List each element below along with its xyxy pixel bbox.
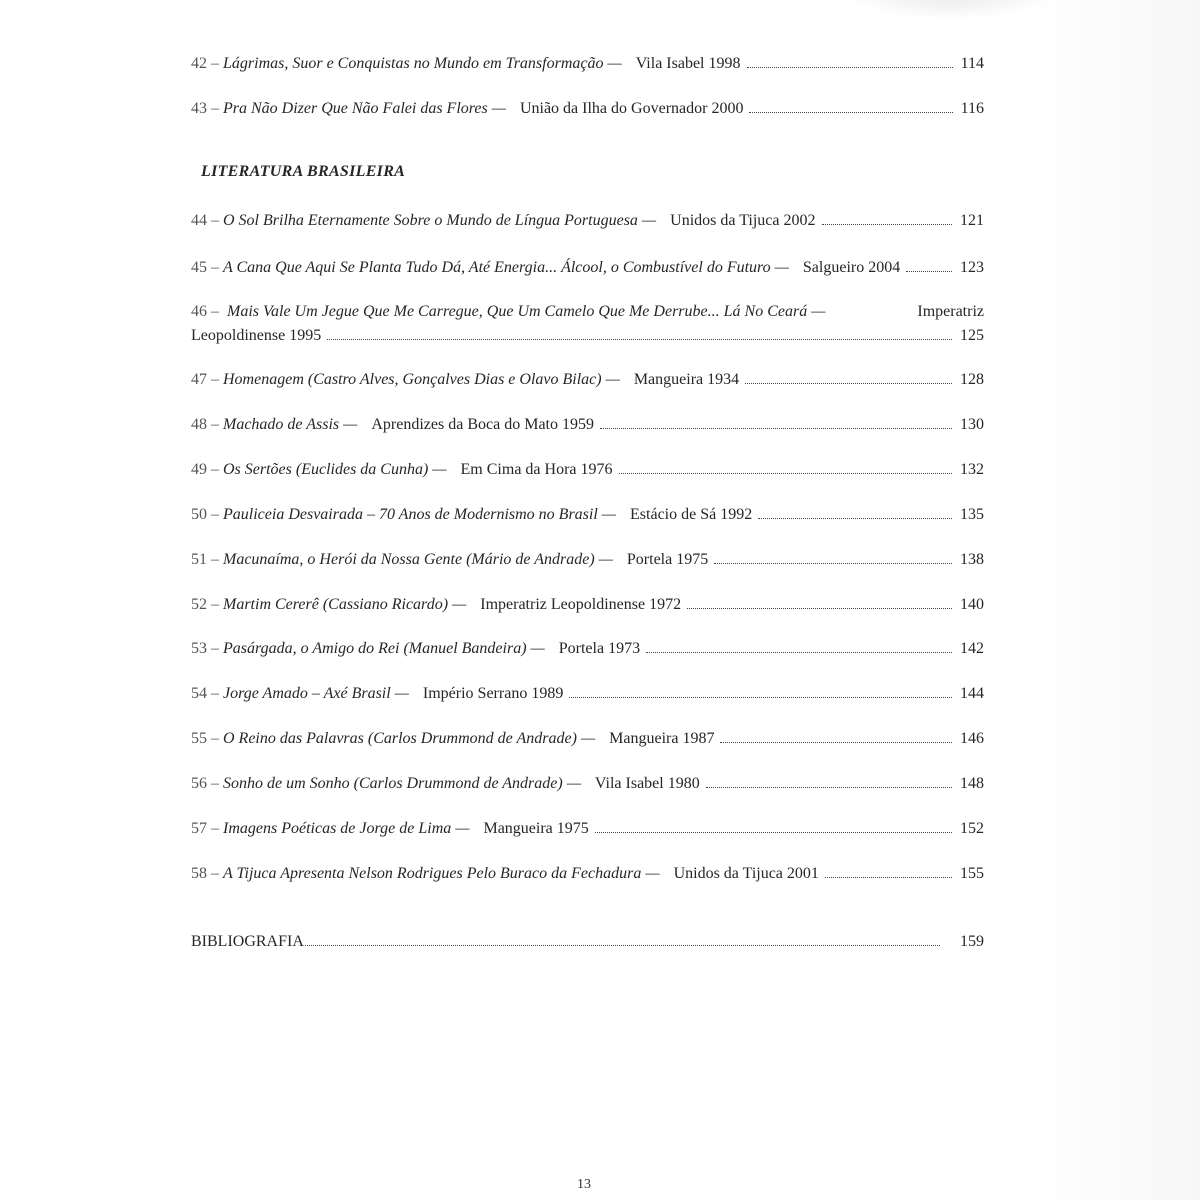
entry-title: A Cana Que Aqui Se Planta Tudo Dá, Até Energia... Álcool, o Combustível do Futuro — [223,259,789,276]
entry-page: 114 [960,55,984,72]
entry-page: 148 [960,775,984,792]
entry-school: Mangueira 1987 [609,730,715,747]
entry-page: 142 [960,640,984,657]
entry-title: Imagens Poéticas de Jorge de Lima — [223,820,470,837]
entry-title: Sonho de um Sonho (Carlos Drummond de Andrade) — [223,775,581,792]
entry-page: 138 [960,551,984,568]
entry-title: Pra Não Dizer Que Não Falei das Flores — [223,100,506,117]
dot-leader [720,742,952,743]
entry-title: O Reino das Palavras (Carlos Drummond de Andrade) — [223,730,596,747]
page-number: 13 [577,1177,591,1192]
entry-number: 46 – [191,303,219,320]
toc-entry-56[interactable] [191,772,984,796]
toc-entry-51[interactable] [191,548,984,572]
bibliography-page: 159 [960,933,984,950]
entry-school: Portela 1975 [626,551,709,568]
dot-leader [600,428,952,429]
entry-school: União da Ilha do Governador 2000 [519,100,744,117]
entry-number: 54 – [191,685,219,702]
entry-school: Imperatriz Leopoldinense 1972 [480,596,682,613]
entry-page: 144 [960,685,984,702]
entry-page: 135 [960,506,984,523]
entry-title: Macunaíma, o Herói da Nossa Gente (Mário de Andrade) — [223,551,613,568]
dot-leader [619,473,953,474]
entry-page: 116 [960,100,984,117]
entry-page: 125 [960,327,984,344]
entry-number: 49 – [191,461,219,478]
entry-title: Lágrimas, Suor e Conquistas no Mundo em Transformação — [223,55,622,72]
entry-title: Jorge Amado – Axé Brasil — [223,685,409,702]
toc-entry-bibliography[interactable] [191,930,984,954]
entry-title: Martim Cererê (Cassiano Ricardo) — [223,596,467,613]
entry-page: 140 [960,596,984,613]
entry-title: Os Sertões (Euclides da Cunha) — [223,461,447,478]
entry-number: 44 – [191,212,219,229]
entry-number: 42 – [191,55,219,72]
entry-number: 56 – [191,775,219,792]
entry-school: Unidos da Tijuca 2001 [673,865,819,882]
entry-title: O Sol Brilha Eternamente Sobre o Mundo de Língua Portuguesa — [223,212,657,229]
toc-entry-50[interactable] [191,503,984,527]
toc-entry-54[interactable] [191,682,984,706]
dot-leader [646,652,952,653]
entry-school: Estácio de Sá 1992 [630,506,753,523]
dot-leader [745,383,952,384]
dot-leader [327,339,952,340]
toc-entry-45[interactable] [191,256,984,280]
toc-entry-46[interactable] [191,300,984,348]
toc-entry-47[interactable] [191,368,984,392]
entry-school: Mangueira 1934 [633,371,740,388]
section-heading: LITERATURA BRASILEIRA [201,163,406,180]
entry-number: 57 – [191,820,219,837]
dot-leader [687,608,952,609]
dot-leader [822,224,953,225]
entry-number: 58 – [191,865,219,882]
entry-page: 155 [960,865,984,882]
dot-leader [305,945,940,946]
toc-entry-44[interactable] [191,209,984,233]
entry-number: 53 – [191,640,219,657]
entry-school: Mangueira 1975 [483,820,589,837]
dot-leader [747,67,953,68]
toc-entry-49[interactable] [191,458,984,482]
entry-school: Vila Isabel 1998 [635,55,741,72]
entry-school-part1: Imperatriz [917,303,984,320]
entry-title: Mais Vale Um Jegue Que Me Carregue, Que Um Camelo Que Me Derrube... Lá No Ceará — [227,303,826,320]
entry-number: 52 – [191,596,219,613]
page-edge-shadow [1024,0,1200,1200]
toc-entry-53[interactable] [191,637,984,661]
entry-number: 45 – [191,259,219,276]
bibliography-label: BIBLIOGRAFIA [191,933,304,950]
entry-number: 50 – [191,506,219,523]
dot-leader [825,877,952,878]
toc-entry-42[interactable] [191,52,984,76]
entry-page: 132 [960,461,984,478]
entry-page: 128 [960,371,984,388]
entry-title: Pauliceia Desvairada – 70 Anos de Modernismo no Brasil — [223,506,617,523]
entry-school: Salgueiro 2004 [802,259,901,276]
toc-entry-52[interactable] [191,593,984,617]
dot-leader [758,518,952,519]
toc-entry-57[interactable] [191,817,984,841]
toc-entry-43[interactable] [191,97,984,121]
entry-school: Unidos da Tijuca 2002 [670,212,816,229]
entry-number: 48 – [191,416,219,433]
dot-leader [595,832,952,833]
entry-page: 121 [960,212,984,229]
dot-leader [749,112,952,113]
entry-title: Homenagem (Castro Alves, Gonçalves Dias e Olavo Bilac) — [223,371,620,388]
entry-number: 51 – [191,551,219,568]
dot-leader [569,697,952,698]
entry-school: Aprendizes da Boca do Mato 1959 [371,416,594,433]
entry-number: 43 – [191,100,219,117]
dot-leader [714,563,952,564]
entry-school: Vila Isabel 1980 [594,775,700,792]
dot-leader [906,271,952,272]
toc-entry-58[interactable] [191,862,984,886]
entry-title: A Tijuca Apresenta Nelson Rodrigues Pelo Buraco da Fechadura — [223,865,660,882]
entry-number: 47 – [191,371,219,388]
entry-school: Império Serrano 1989 [422,685,564,702]
entry-title: Pasárgada, o Amigo do Rei (Manuel Bandeira) — [223,640,545,657]
entry-page: 123 [960,259,984,276]
entry-number: 55 – [191,730,219,747]
entry-school: Portela 1973 [558,640,641,657]
entry-school: Em Cima da Hora 1976 [460,461,613,478]
entry-page: 146 [960,730,984,747]
dot-leader [706,787,952,788]
entry-title: Machado de Assis — [223,416,358,433]
toc-entry-55[interactable] [191,727,984,751]
toc-entry-48[interactable] [191,413,984,437]
entry-page: 152 [960,820,984,837]
entry-page: 130 [960,416,984,433]
entry-school-part2: Leopoldinense 1995 [191,327,322,344]
